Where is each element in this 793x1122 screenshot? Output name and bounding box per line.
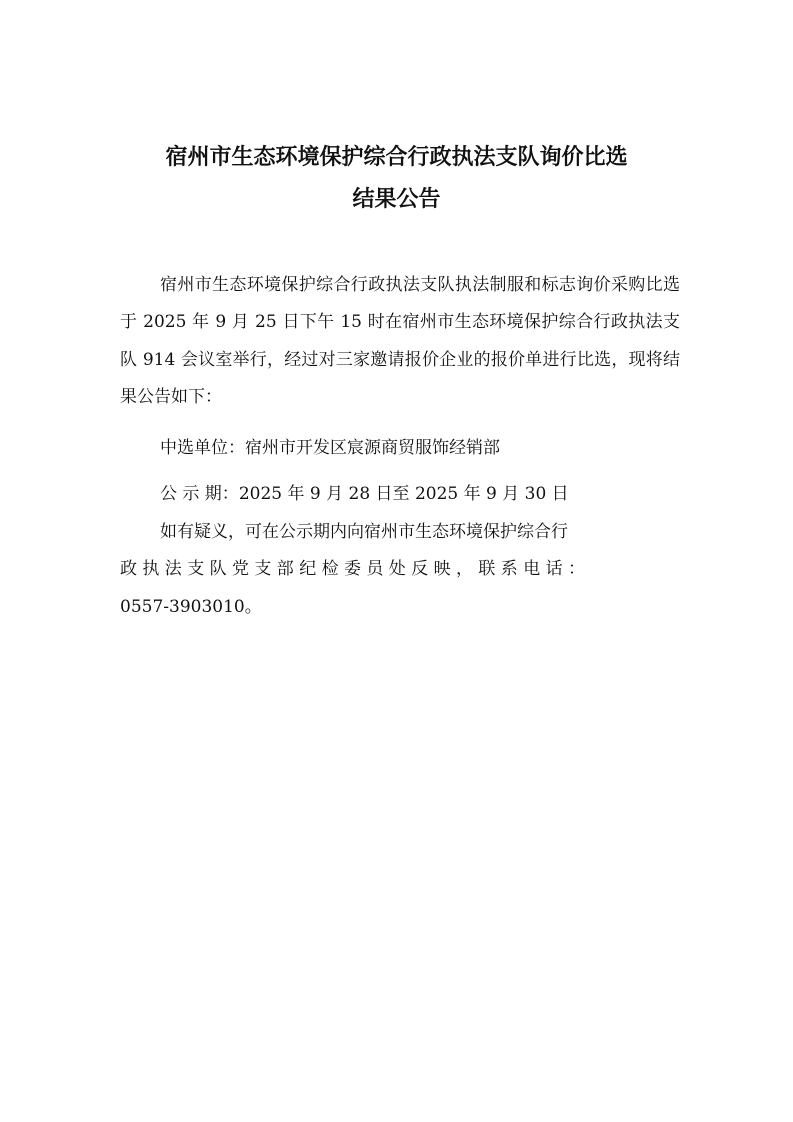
period-value: 2025 年 9 月 28 日至 2025 年 9 月 30 日 bbox=[238, 484, 569, 504]
winner-value: 宿州市开发区宸源商贸服饰经销部 bbox=[245, 438, 500, 458]
period-line bbox=[160, 476, 569, 513]
contact-phone: 0557-3903010。 bbox=[120, 596, 262, 617]
intro-paragraph: 宿州市生态环境保护综合行政执法支队执法制服和标志询价采购比选于 2025 年 9 月 25 日下午 15 时在宿州市生态环境保护综合行政执法支队 914 会议室举行，经过对三家邀请报价企业的报价单进行比选，现将结果公告如下： bbox=[120, 275, 680, 408]
contact-line-1: 如有疑义，可在公示期内向宿州市生态环境保护综合行 bbox=[160, 522, 568, 542]
contact-line-2: 政执法支队党支部纪检委员处反映，联系电话： bbox=[120, 559, 591, 580]
document-title-line-1: 宿州市生态环境保护综合行政执法支队询价比选 bbox=[165, 145, 628, 170]
winner-label: 中选单位： bbox=[160, 438, 245, 458]
document-title-line-2: 结果公告 bbox=[352, 187, 441, 212]
period-label: 公 示 期： bbox=[160, 484, 239, 504]
contact-paragraph bbox=[120, 514, 680, 626]
winner-line bbox=[160, 430, 500, 467]
